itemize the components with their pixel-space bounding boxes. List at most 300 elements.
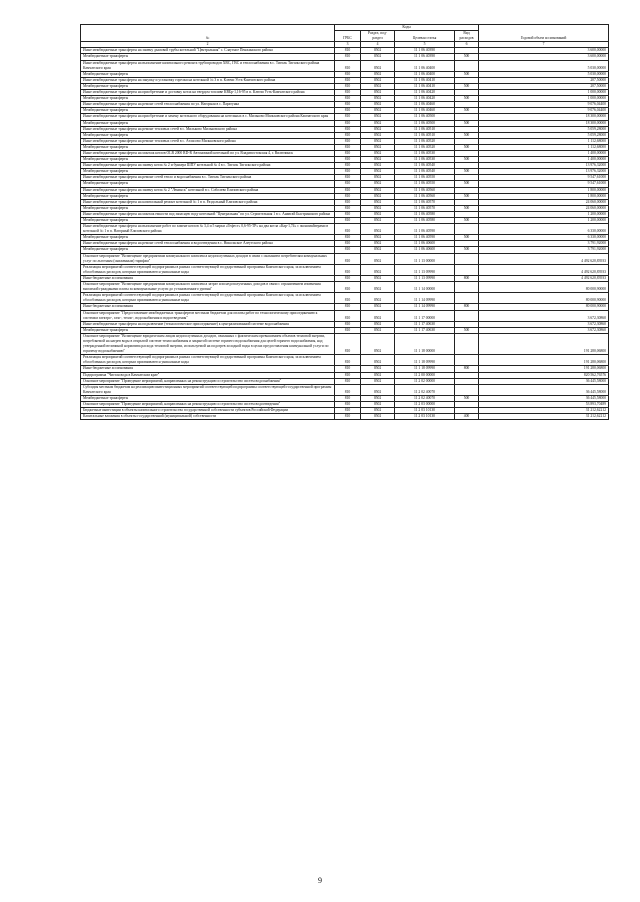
row-section-cell: 0502 bbox=[361, 372, 395, 378]
row-amount-cell: 3 791,92000 bbox=[479, 247, 609, 253]
row-grbs-cell: 810 bbox=[335, 54, 361, 60]
row-section-cell: 0502 bbox=[361, 169, 395, 175]
row-name-cell: Иные межбюджетные трансферты на подключение (технологическое присоединение) к централизованной системе водоснабжения bbox=[81, 321, 335, 327]
row-grbs-cell: 810 bbox=[335, 366, 361, 372]
row-section-cell: 0502 bbox=[361, 264, 395, 275]
row-section-cell: 0502 bbox=[361, 224, 395, 235]
row-amount-cell: 4 492 620,83933 bbox=[479, 275, 609, 281]
row-grbs-cell: 810 bbox=[335, 120, 361, 126]
row-target-cell: 11 1 06 40550 bbox=[395, 181, 455, 187]
row-kind-cell: 800 bbox=[455, 275, 479, 281]
table-row bbox=[81, 384, 609, 395]
row-grbs-cell: 810 bbox=[335, 304, 361, 310]
row-amount-cell: 80 000,90000 bbox=[479, 304, 609, 310]
index-cell: 6 bbox=[455, 42, 479, 48]
row-target-cell: 11 2 02 00000 bbox=[395, 378, 455, 384]
row-target-cell: 11 1 06 40540 bbox=[395, 163, 455, 169]
row-target-cell: 11 1 06 40550 bbox=[395, 175, 455, 181]
row-amount-cell: 4 492 620,83933 bbox=[479, 264, 609, 275]
row-name-cell: Иные межбюджетные трансферты на капитальный ремонт котельной № 1 в п. Раздольный Елизовского района bbox=[81, 199, 335, 205]
table-row bbox=[81, 264, 609, 275]
budget-table bbox=[80, 24, 609, 420]
row-grbs-cell: 810 bbox=[335, 235, 361, 241]
row-section-cell: 0502 bbox=[361, 282, 395, 293]
row-amount-cell: 18 300,00000 bbox=[479, 114, 609, 120]
row-kind-cell: 500 bbox=[455, 193, 479, 199]
row-amount-cell: 1 400,00000 bbox=[479, 157, 609, 163]
row-section-cell: 0502 bbox=[361, 395, 395, 401]
row-target-cell: 11 2 02 40070 bbox=[395, 395, 455, 401]
row-target-cell: 11 2 03 10130 bbox=[395, 408, 455, 414]
row-target-cell: 11 2 02 40070 bbox=[395, 384, 455, 395]
row-section-cell: 0502 bbox=[361, 211, 395, 217]
row-name-cell: Межбюджетные трансферты bbox=[81, 235, 335, 241]
row-name-cell: Межбюджетные трансферты bbox=[81, 218, 335, 224]
row-name-cell: Иные межбюджетные трансферты на замену котла № 2 "Ленинск" котельной в с. Соболево Елизовского района bbox=[81, 187, 335, 193]
row-kind-cell: 500 bbox=[455, 247, 479, 253]
row-grbs-cell: 810 bbox=[335, 327, 361, 333]
row-target-cell: 11 1 06 40420 bbox=[395, 90, 455, 96]
row-section-cell: 0502 bbox=[361, 150, 395, 156]
header-num: № bbox=[81, 25, 335, 42]
row-section-cell: 0502 bbox=[361, 293, 395, 304]
row-grbs-cell: 810 bbox=[335, 372, 361, 378]
row-amount-cell: 3 791,92000 bbox=[479, 241, 609, 247]
row-section-cell: 0502 bbox=[361, 384, 395, 395]
row-section-cell: 0502 bbox=[361, 157, 395, 163]
table-row bbox=[81, 293, 609, 304]
row-kind-cell: 800 bbox=[455, 366, 479, 372]
row-name-cell: Иные межбюджетные трансферты на ремонт тепловых сетей в с. Мильково Мильковского района bbox=[81, 126, 335, 132]
row-kind-cell: 500 bbox=[455, 157, 479, 163]
row-section-cell: 0502 bbox=[361, 253, 395, 264]
row-kind-cell: 800 bbox=[455, 304, 479, 310]
row-grbs-cell: 810 bbox=[335, 150, 361, 156]
row-kind-cell: 500 bbox=[455, 218, 479, 224]
row-grbs-cell: 810 bbox=[335, 282, 361, 293]
row-name-cell: Межбюджетные трансферты bbox=[81, 169, 335, 175]
row-grbs-cell: 810 bbox=[335, 310, 361, 321]
row-amount-cell: 1 000,00000 bbox=[479, 96, 609, 102]
row-section-cell: 0502 bbox=[361, 144, 395, 150]
index-cell: 2 bbox=[81, 42, 335, 48]
row-target-cell: 11 1 06 40400 bbox=[395, 71, 455, 77]
table-row bbox=[81, 355, 609, 366]
row-grbs-cell: 810 bbox=[335, 199, 361, 205]
row-name-cell: Основное мероприятие "Проведение мероприятий, направленных на реконструкцию и строительство систем водоснабжения" bbox=[81, 378, 335, 384]
row-name-cell: Иные межбюджетные трансферты на приобретение и доставку котла на твердом топливе КВБр-1,16-95 в п. Ключи Усть-Камчатского района bbox=[81, 90, 335, 96]
table-row bbox=[81, 60, 609, 71]
row-amount-cell: 3 600,00000 bbox=[479, 48, 609, 54]
row-section-cell: 0502 bbox=[361, 218, 395, 224]
table-row bbox=[81, 310, 609, 321]
row-kind-cell: 500 bbox=[455, 181, 479, 187]
row-grbs-cell: 810 bbox=[335, 71, 361, 77]
row-name-cell: Иные межбюджетные трансферты на приобретение и замену котельного оборудования на котельных в с. Мильково Мильковского района Камчатского края bbox=[81, 114, 335, 120]
row-grbs-cell: 810 bbox=[335, 132, 361, 138]
page-number: 9 bbox=[318, 876, 322, 885]
row-target-cell: 11 1 17 40630 bbox=[395, 327, 455, 333]
row-section-cell: 0502 bbox=[361, 205, 395, 211]
row-target-cell: 11 1 06 40500 bbox=[395, 114, 455, 120]
row-grbs-cell: 810 bbox=[335, 187, 361, 193]
row-kind-cell: 500 bbox=[455, 120, 479, 126]
row-name-cell: Межбюджетные трансферты bbox=[81, 83, 335, 89]
row-name-cell: Межбюджетные трансферты bbox=[81, 120, 335, 126]
row-grbs-cell: 810 bbox=[335, 96, 361, 102]
row-section-cell: 0502 bbox=[361, 60, 395, 71]
row-kind-cell: 500 bbox=[455, 71, 479, 77]
row-amount-cell: 820 562,76576 bbox=[479, 372, 609, 378]
row-kind-cell: 400 bbox=[455, 414, 479, 420]
row-section-cell: 0502 bbox=[361, 126, 395, 132]
row-section-cell: 0502 bbox=[361, 48, 395, 54]
row-grbs-cell: 810 bbox=[335, 224, 361, 235]
row-amount-cell: 53 893,70489 bbox=[479, 402, 609, 408]
row-target-cell: 11 1 06 40570 bbox=[395, 205, 455, 211]
row-name-cell: Иные межбюджетные трансферты на выполнение капитального ремонта трубопроводов ХВС, ГВС и теплоснабжения в с. Тигиль Тигильского района Камчатского края bbox=[81, 60, 335, 71]
row-name-cell: Основное мероприятие "Предоставление межбюджетных трансфертов местным бюджетам для оплаты работ по технологическому присоединению к системам электро-, газо-, тепло-, водоснабжения и водоотведения" bbox=[81, 310, 335, 321]
row-grbs-cell: 810 bbox=[335, 333, 361, 354]
row-grbs-cell: 810 bbox=[335, 126, 361, 132]
row-section-cell: 0502 bbox=[361, 181, 395, 187]
row-amount-cell: 1 000,00000 bbox=[479, 90, 609, 96]
row-amount-cell: 5 059,28000 bbox=[479, 126, 609, 132]
row-amount-cell: 1 400,00000 bbox=[479, 150, 609, 156]
row-target-cell: 11 2 03 10130 bbox=[395, 414, 455, 420]
row-grbs-cell: 810 bbox=[335, 264, 361, 275]
row-target-cell: 11 1 06 40570 bbox=[395, 199, 455, 205]
row-target-cell: 11 1 06 40510 bbox=[395, 132, 455, 138]
row-amount-cell: 1 200,00000 bbox=[479, 218, 609, 224]
row-section-cell: 0502 bbox=[361, 414, 395, 420]
row-grbs-cell: 810 bbox=[335, 275, 361, 281]
row-grbs-cell: 810 bbox=[335, 241, 361, 247]
row-target-cell: 11 1 13 09990 bbox=[395, 264, 455, 275]
row-kind-cell: 500 bbox=[455, 83, 479, 89]
row-name-cell: Реализация мероприятий соответствующей подпрограммы в рамках соответствующей государственной программы Камчатского края, за исключением обособленных расходов, которым присваиваются уникальные коды bbox=[81, 264, 335, 275]
row-grbs-cell: 810 bbox=[335, 408, 361, 414]
row-target-cell: 11 1 14 09990 bbox=[395, 304, 455, 310]
row-target-cell: 11 1 18 00000 bbox=[395, 333, 455, 354]
row-target-cell: 11 1 06 40600 bbox=[395, 247, 455, 253]
row-kind-cell: 500 bbox=[455, 205, 479, 211]
row-amount-cell: 1 200,00000 bbox=[479, 211, 609, 217]
row-kind-cell: 500 bbox=[455, 108, 479, 114]
row-grbs-cell: 810 bbox=[335, 138, 361, 144]
row-kind-cell: 500 bbox=[455, 54, 479, 60]
row-amount-cell: 5 059,28000 bbox=[479, 132, 609, 138]
table-row bbox=[81, 253, 609, 264]
row-section-cell: 0502 bbox=[361, 408, 395, 414]
row-kind-cell: 500 bbox=[455, 169, 479, 175]
row-grbs-cell: 810 bbox=[335, 402, 361, 408]
row-grbs-cell: 810 bbox=[335, 60, 361, 71]
row-name-cell: Реализация мероприятий соответствующей подпрограммы в рамках соответствующей государственной программы Камчатского края, за исключением обособленных расходов, которым присваиваются уникальные коды bbox=[81, 355, 335, 366]
row-kind-cell: 500 bbox=[455, 235, 479, 241]
row-section-cell: 0502 bbox=[361, 193, 395, 199]
row-grbs-cell: 810 bbox=[335, 144, 361, 150]
row-kind-cell bbox=[455, 224, 479, 235]
row-kind-cell bbox=[455, 282, 479, 293]
table-row bbox=[81, 282, 609, 293]
row-name-cell: Иные межбюджетные трансферты на ремонт тепловых сетей в с. Атласово Мильковского района bbox=[81, 138, 335, 144]
row-name-cell: Межбюджетные трансферты bbox=[81, 132, 335, 138]
row-name-cell: Бюджетные инвестиции в объекты капитального строительства государственной собственности субъектов Российской Федерации bbox=[81, 408, 335, 414]
row-section-cell: 0502 bbox=[361, 199, 395, 205]
row-name-cell: Основное мероприятие "Возмещение юридическим лицам недополученных доходов, связанных с фактическим превышением объемов тепловой энергии, потребляемой на нагрев воды в открытой системе теплоснабжения и закрытой системе горячего водоснабжения для целей горячего водоснабжения, над утвержденной величиной норматива расхода тепловой энергии, используемой на подогрев холодной воды в целях предоставления коммунальной услуги по горячему водоснабжению" bbox=[81, 333, 335, 354]
row-section-cell: 0502 bbox=[361, 247, 395, 253]
row-section-cell: 0502 bbox=[361, 175, 395, 181]
row-name-cell: Межбюджетные трансферты bbox=[81, 247, 335, 253]
row-amount-cell: 1 800,00000 bbox=[479, 187, 609, 193]
row-name-cell: Межбюджетные трансферты bbox=[81, 71, 335, 77]
row-target-cell: 11 1 17 40630 bbox=[395, 321, 455, 327]
row-name-cell: Иные межбюджетные трансферты на монтаж котлов OLB 2000 RD-R Автономной котельной по ул. Владивостокская 4, г. Вилючинск bbox=[81, 150, 335, 156]
row-name-cell: Иные межбюджетные трансферты на ремонт сетей теплоснабжения и водоотведения в с. Никольское Алеутского района bbox=[81, 241, 335, 247]
row-name-cell: Основное мероприятие "Возмещение предприятиям коммунального комплекса недополученных доходов в связи с оказанием потребителям коммунальных услуг по льготным (сниженным) тарифам" bbox=[81, 253, 335, 264]
row-name-cell: Основное мероприятие "Проведение мероприятий, направленных на реконструкцию и строительство систем водоотведения" bbox=[81, 402, 335, 408]
row-grbs-cell: 810 bbox=[335, 114, 361, 120]
row-grbs-cell: 810 bbox=[335, 102, 361, 108]
row-grbs-cell: 810 bbox=[335, 77, 361, 83]
row-grbs-cell: 810 bbox=[335, 169, 361, 175]
row-target-cell: 11 1 06 40460 bbox=[395, 108, 455, 114]
row-amount-cell: 31 212,62212 bbox=[479, 408, 609, 414]
row-target-cell: 11 1 06 40520 bbox=[395, 144, 455, 150]
row-grbs-cell: 810 bbox=[335, 293, 361, 304]
row-kind-cell bbox=[455, 293, 479, 304]
row-name-cell: Субсидия местным бюджетам на реализацию инвестиционных мероприятий соответствующей подпрограммы соответствующей государственной программы Камчатского края bbox=[81, 384, 335, 395]
row-grbs-cell: 810 bbox=[335, 90, 361, 96]
table-body bbox=[81, 48, 609, 420]
row-grbs-cell: 810 bbox=[335, 157, 361, 163]
row-section-cell: 0502 bbox=[361, 54, 395, 60]
row-target-cell: 11 1 06 40400 bbox=[395, 60, 455, 71]
row-name-cell: Межбюджетные трансферты bbox=[81, 181, 335, 187]
row-target-cell: 11 1 13 09990 bbox=[395, 275, 455, 281]
row-name-cell: Иные бюджетные ассигнования bbox=[81, 275, 335, 281]
row-section-cell: 0502 bbox=[361, 71, 395, 77]
row-name-cell: Межбюджетные трансферты bbox=[81, 157, 335, 163]
row-amount-cell: 6 330,00000 bbox=[479, 224, 609, 235]
row-target-cell: 11 1 06 40580 bbox=[395, 211, 455, 217]
row-section-cell: 0502 bbox=[361, 378, 395, 384]
row-name-cell: Иные межбюджетные трансферты на ремонт сетей теплоснабжения по ул. Нагорная в с. Паратунка bbox=[81, 102, 335, 108]
row-amount-cell: 5 030,00000 bbox=[479, 71, 609, 77]
row-section-cell: 0502 bbox=[361, 402, 395, 408]
row-grbs-cell: 810 bbox=[335, 211, 361, 217]
row-section-cell: 0502 bbox=[361, 96, 395, 102]
row-amount-cell: 191 280,06800 bbox=[479, 355, 609, 366]
row-amount-cell: 9 076,04400 bbox=[479, 102, 609, 108]
row-section-cell: 0502 bbox=[361, 304, 395, 310]
header-codes: Коды bbox=[335, 25, 479, 31]
index-cell: 5 bbox=[395, 42, 455, 48]
row-target-cell: 11 1 06 40510 bbox=[395, 126, 455, 132]
row-name-cell: Капитальные вложения в объекты государственной (муниципальной) собственности bbox=[81, 414, 335, 420]
header-amount: Годовой объем ассигнований bbox=[479, 25, 609, 42]
row-amount-cell: 18 300,00000 bbox=[479, 120, 609, 126]
row-target-cell: 11 1 06 40390 bbox=[395, 54, 455, 60]
table-row bbox=[81, 333, 609, 354]
row-grbs-cell: 810 bbox=[335, 175, 361, 181]
row-name-cell: Иные межбюджетные трансферты на замену котла № 2 и бункера ШПУ котельной № 4 в с. Тигиль Тигильского района bbox=[81, 163, 335, 169]
row-section-cell: 0502 bbox=[361, 327, 395, 333]
row-name-cell: Межбюджетные трансферты bbox=[81, 54, 335, 60]
row-grbs-cell: 810 bbox=[335, 414, 361, 420]
row-grbs-cell: 810 bbox=[335, 253, 361, 264]
row-target-cell: 11 1 17 00000 bbox=[395, 310, 455, 321]
row-section-cell: 0502 bbox=[361, 310, 395, 321]
row-name-cell: Межбюджетные трансферты bbox=[81, 395, 335, 401]
row-grbs-cell: 810 bbox=[335, 378, 361, 384]
row-kind-cell: 500 bbox=[455, 132, 479, 138]
row-target-cell: 11 1 06 40580 bbox=[395, 218, 455, 224]
row-kind-cell bbox=[455, 60, 479, 71]
row-name-cell: Межбюджетные трансферты bbox=[81, 144, 335, 150]
row-name-cell: Иные бюджетные ассигнования bbox=[81, 366, 335, 372]
row-grbs-cell: 810 bbox=[335, 83, 361, 89]
row-target-cell: 11 2 03 00000 bbox=[395, 402, 455, 408]
row-amount-cell: 31 212,62212 bbox=[479, 414, 609, 420]
row-amount-cell: 4 492 620,83933 bbox=[479, 253, 609, 264]
row-section-cell: 0502 bbox=[361, 77, 395, 83]
header-section: Раздел, под-раздел bbox=[361, 31, 395, 42]
row-section-cell: 0502 bbox=[361, 241, 395, 247]
row-name-cell: Иные межбюджетные трансферты на замену дымовой трубы котельной "Центральная" с. Слаутное Пенжинского района bbox=[81, 48, 335, 54]
row-target-cell: 11 1 06 40500 bbox=[395, 120, 455, 126]
index-cell: 3 bbox=[335, 42, 361, 48]
row-target-cell: 11 1 06 40560 bbox=[395, 193, 455, 199]
table-row bbox=[81, 224, 609, 235]
row-section-cell: 0502 bbox=[361, 132, 395, 138]
row-kind-cell bbox=[455, 333, 479, 354]
row-kind-cell: 500 bbox=[455, 327, 479, 333]
row-target-cell: 11 1 06 40390 bbox=[395, 48, 455, 54]
row-name-cell: Иные межбюджетные трансферты на ремонт сетей тепло и водоснабжения в с. Тигиль Тигильского района bbox=[81, 175, 335, 181]
row-amount-cell: 9 076,04400 bbox=[479, 108, 609, 114]
row-target-cell: 11 1 06 40410 bbox=[395, 83, 455, 89]
row-section-cell: 0502 bbox=[361, 83, 395, 89]
row-amount-cell: 207,50000 bbox=[479, 83, 609, 89]
row-amount-cell: 80 000,90000 bbox=[479, 282, 609, 293]
row-grbs-cell: 810 bbox=[335, 395, 361, 401]
row-name-cell: Подпрограмма "Чистая вода в Камчатском крае" bbox=[81, 372, 335, 378]
row-target-cell: 11 1 06 40410 bbox=[395, 77, 455, 83]
row-grbs-cell: 810 bbox=[335, 181, 361, 187]
row-section-cell: 0502 bbox=[361, 90, 395, 96]
row-grbs-cell: 810 bbox=[335, 321, 361, 327]
row-name-cell: Основное мероприятие "Возмещение предприятиям коммунального комплекса затрат или недополученных доходов в связи с ограничением изменения вносимой гражданами платы за коммунальные услуги до установленного уровня" bbox=[81, 282, 335, 293]
row-kind-cell: 500 bbox=[455, 395, 479, 401]
row-name-cell: Межбюджетные трансферты bbox=[81, 205, 335, 211]
row-kind-cell bbox=[455, 355, 479, 366]
table-row bbox=[81, 414, 609, 420]
row-section-cell: 0502 bbox=[361, 321, 395, 327]
row-amount-cell: 6 330,00000 bbox=[479, 235, 609, 241]
row-amount-cell: 13 976,32000 bbox=[479, 169, 609, 175]
row-amount-cell: 9 547,61000 bbox=[479, 181, 609, 187]
row-amount-cell: 5 030,00000 bbox=[479, 60, 609, 71]
row-section-cell: 0502 bbox=[361, 235, 395, 241]
row-name-cell: Реализация мероприятий соответствующей подпрограммы в рамках соответствующей государственной программы Камчатского края, за исключением обособленных расходов, которым присваиваются уникальные коды bbox=[81, 293, 335, 304]
row-section-cell: 0502 bbox=[361, 138, 395, 144]
row-kind-cell bbox=[455, 384, 479, 395]
row-amount-cell: 3 672,30860 bbox=[479, 327, 609, 333]
row-amount-cell: 191 280,06800 bbox=[479, 333, 609, 354]
row-name-cell: Межбюджетные трансферты bbox=[81, 96, 335, 102]
row-section-cell: 0502 bbox=[361, 333, 395, 354]
row-grbs-cell: 810 bbox=[335, 384, 361, 395]
row-kind-cell bbox=[455, 253, 479, 264]
row-section-cell: 0502 bbox=[361, 108, 395, 114]
row-name-cell: Иные межбюджетные трансферты на закупку и установку горелки на котельной № 3 в п. Ключи Усть-Камчатского района bbox=[81, 77, 335, 83]
row-section-cell: 0502 bbox=[361, 366, 395, 372]
row-grbs-cell: 810 bbox=[335, 355, 361, 366]
row-target-cell: 11 1 06 40560 bbox=[395, 187, 455, 193]
row-amount-cell: 1 800,00000 bbox=[479, 193, 609, 199]
row-name-cell: Межбюджетные трансферты bbox=[81, 327, 335, 333]
row-kind-cell bbox=[455, 310, 479, 321]
row-grbs-cell: 810 bbox=[335, 163, 361, 169]
row-target-cell: 11 1 06 40540 bbox=[395, 169, 455, 175]
row-target-cell: 11 1 06 40420 bbox=[395, 96, 455, 102]
row-amount-cell: 3 600,00000 bbox=[479, 54, 609, 60]
row-target-cell: 11 1 06 40600 bbox=[395, 241, 455, 247]
row-target-cell: 11 1 13 00000 bbox=[395, 253, 455, 264]
header-target: Целевая статья bbox=[395, 31, 455, 42]
row-amount-cell: 36 445,58000 bbox=[479, 384, 609, 395]
row-target-cell: 11 1 18 09990 bbox=[395, 366, 455, 372]
row-name-cell: Иные межбюджетные трансферты на выполнение работ по замене котлов № 3,4 и 5 марки «Гефест» 0,6-95-ТР» на два котла «Кар-1,74» с экономайзерами в котельной № 1 в п. Нагорный Елизовского района bbox=[81, 224, 335, 235]
index-cell: 4 bbox=[361, 42, 395, 48]
row-grbs-cell: 810 bbox=[335, 247, 361, 253]
row-amount-cell: 9 547,61000 bbox=[479, 175, 609, 181]
row-section-cell: 0502 bbox=[361, 275, 395, 281]
row-amount-cell: 24 060,00000 bbox=[479, 199, 609, 205]
row-section-cell: 0502 bbox=[361, 163, 395, 169]
row-target-cell: 11 1 14 00000 bbox=[395, 282, 455, 293]
row-grbs-cell: 810 bbox=[335, 48, 361, 54]
row-grbs-cell: 810 bbox=[335, 205, 361, 211]
row-grbs-cell: 810 bbox=[335, 218, 361, 224]
row-section-cell: 0502 bbox=[361, 114, 395, 120]
header-grbs: ГРБС bbox=[335, 31, 361, 42]
row-amount-cell: 191 280,06800 bbox=[479, 366, 609, 372]
row-target-cell: 11 1 06 40520 bbox=[395, 138, 455, 144]
row-grbs-cell: 810 bbox=[335, 193, 361, 199]
row-target-cell: 11 1 14 09990 bbox=[395, 293, 455, 304]
index-cell: 7 bbox=[479, 42, 609, 48]
row-name-cell: Межбюджетные трансферты bbox=[81, 108, 335, 114]
row-amount-cell: 36 445,58000 bbox=[479, 378, 609, 384]
row-amount-cell: 3 672,30860 bbox=[479, 310, 609, 321]
row-amount-cell: 3 672,30860 bbox=[479, 321, 609, 327]
row-amount-cell: 13 976,32000 bbox=[479, 163, 609, 169]
row-target-cell: 11 1 18 09990 bbox=[395, 355, 455, 366]
row-kind-cell: 500 bbox=[455, 96, 479, 102]
row-amount-cell: 24 060,00000 bbox=[479, 205, 609, 211]
row-amount-cell: 1 112,68000 bbox=[479, 144, 609, 150]
row-target-cell: 11 1 06 40590 bbox=[395, 224, 455, 235]
row-amount-cell: 80 000,90000 bbox=[479, 293, 609, 304]
row-kind-cell bbox=[455, 264, 479, 275]
row-target-cell: 11 1 06 40530 bbox=[395, 157, 455, 163]
row-kind-cell: 500 bbox=[455, 144, 479, 150]
row-target-cell: 11 1 06 40460 bbox=[395, 102, 455, 108]
row-section-cell: 0502 bbox=[361, 187, 395, 193]
